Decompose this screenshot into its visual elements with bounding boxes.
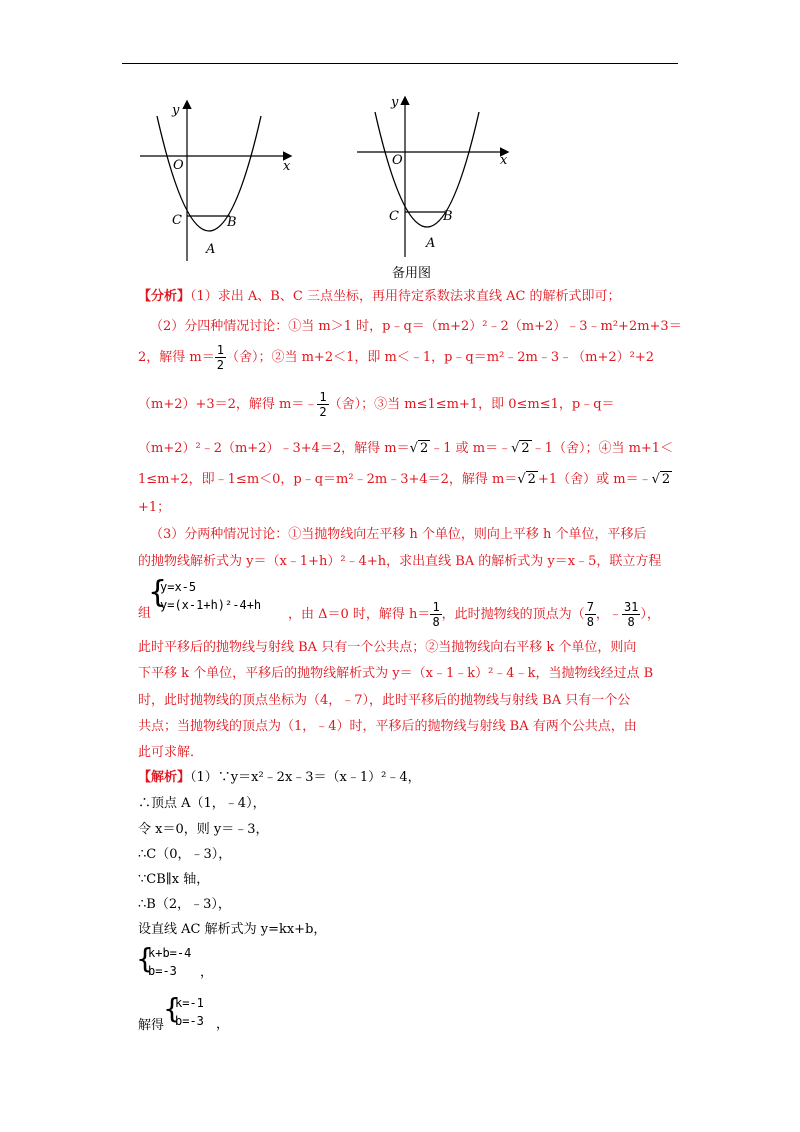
numerator: 1 (432, 600, 440, 614)
sqrt-icon: √ (517, 472, 526, 487)
brace-icon: { (148, 575, 168, 610)
y-label: y (172, 103, 180, 118)
figure-caption: 备用图 (392, 266, 432, 281)
denominator: 8 (432, 615, 440, 629)
text: ，此时抛物线的顶点为（ (441, 607, 585, 622)
analysis-text: （1）求出 A、B、C 三点坐标，再用待定系数法求直线 AC 的解析式即可； (190, 289, 621, 304)
sqrt-icon: √ (511, 441, 520, 456)
numerator: 1 (216, 343, 224, 357)
text: ，由 Δ＝0 时，解得 h＝ (288, 607, 431, 622)
point-c-label: C (389, 209, 399, 224)
sqrt-radicand: 2 (419, 441, 429, 456)
equation: b=-3 (175, 1014, 204, 1028)
analysis-line-4 (138, 390, 615, 419)
origin-label: O (392, 153, 403, 168)
text: （1）∵y＝x²﹣2x﹣3＝（x﹣1）²﹣4， (190, 770, 421, 785)
point-b-label: B (227, 215, 237, 230)
analysis-line-9: 的抛物线解析式为 y＝（x﹣1+h）²﹣4+h，求出直线 BA 的解析式为 y＝x﹣5，联立方程 (138, 554, 662, 569)
equation-system-3 (175, 994, 204, 1030)
text: 2，解得 m＝ (138, 350, 215, 365)
analysis-tag: 【分析】 (138, 289, 191, 304)
fraction-one-half (215, 343, 226, 372)
solution-line-5: ∵CB∥x 轴， (138, 872, 210, 887)
x-label: x (283, 159, 291, 174)
solution-line-7: 设直线 AC 解析式为 y=kx+b， (138, 922, 327, 937)
text: ，﹣ (595, 607, 622, 622)
equation-system-2 (148, 944, 191, 980)
fraction-seven-eighths (585, 600, 596, 629)
analysis-line-11: 此时平移后的抛物线与射线 BA 只有一个公共点；②当抛物线向右平移 k 个单位，则向 (138, 640, 637, 655)
equation: k=-1 (175, 996, 204, 1010)
text: ）， (640, 607, 660, 622)
denominator: 8 (622, 614, 640, 629)
analysis-line-13: 时，此时抛物线的顶点坐标为（4，﹣7），此时平移后的抛物线与射线 BA 只有一个公 (138, 693, 631, 708)
analysis-line-10 (288, 600, 660, 629)
analysis-line-8: （3）分两种情况讨论：①当抛物线向左平移 h 个单位，则向上平移 h 个单位，平移后 (150, 527, 647, 542)
sqrt-icon: √ (409, 441, 418, 456)
text: （舍）；③当 m≤1≤m+1，即 0≤m≤1，p﹣q＝ (328, 397, 615, 412)
solution-line-6: ∴B（2，﹣3）， (138, 897, 231, 912)
origin-label: O (173, 158, 184, 173)
solution-tag: 【解析】 (138, 770, 191, 785)
brace-icon: { (136, 942, 154, 975)
header-rule (122, 63, 678, 64)
text: （舍）；②当 m+2＜1，即 m＜﹣1，p﹣q＝m²﹣2m﹣3﹣（m+2）²+2 (225, 350, 655, 365)
parabola-figure-1 (138, 96, 298, 266)
analysis-line-6 (138, 471, 672, 488)
solution-line-2: ∴顶点 A（1，﹣4）， (138, 796, 266, 811)
analysis-line-10a: 组 (138, 606, 152, 621)
solution-comma: ， (200, 965, 214, 980)
analysis-line-12: 下平移 k 个单位，平移后的抛物线解析式为 y＝（x﹣1﹣k）²﹣4﹣k，当抛物线经过点 B (138, 666, 654, 681)
analysis-line-5 (138, 440, 673, 457)
sqrt-radicand: 2 (521, 441, 530, 456)
analysis-line-15: 此可求解． (138, 745, 204, 760)
solution-line-4: ∴C（0，﹣3）， (138, 847, 232, 862)
sqrt-radicand: 2 (527, 472, 536, 487)
parabola-figure-2 (355, 92, 515, 262)
numerator: 7 (586, 600, 594, 614)
fraction-one-eighth (430, 600, 441, 629)
denominator: 8 (586, 615, 594, 629)
point-a-label: A (206, 242, 216, 257)
analysis-line-3 (138, 343, 654, 372)
numerator: 1 (319, 390, 327, 404)
point-b-label: B (443, 209, 453, 224)
analysis-line-7: +1； (138, 500, 171, 515)
analysis-line-14: 共点；当抛物线的顶点为（1，﹣4）时，平移后的抛物线与射线 BA 有两个公共点，由 (138, 719, 637, 734)
denominator: 2 (216, 358, 224, 372)
denominator: 2 (319, 405, 327, 419)
solution-line-8: 解得 (138, 1018, 165, 1033)
text: ﹣1 或 m＝﹣ (430, 441, 512, 456)
fraction-thirty-one-eighths (622, 600, 640, 629)
text: （m+2）+3＝2，解得 m＝﹣ (138, 397, 318, 412)
brace-icon: { (163, 992, 181, 1025)
text: 1≤m+2，即﹣1≤m＜0，p﹣q＝m²﹣2m﹣3+4＝2，解得 m＝ (138, 472, 518, 487)
equation: y=x-5 (160, 580, 197, 594)
fraction-one-half (317, 390, 328, 419)
sqrt-icon: √ (651, 472, 660, 487)
text: （m+2）²﹣2（m+2）﹣3+4＝2，解得 m＝ (138, 441, 410, 456)
equation-system-1 (160, 578, 261, 614)
analysis-line-1 (138, 289, 621, 305)
numerator: 31 (623, 600, 639, 614)
point-c-label: C (172, 213, 182, 228)
equation: k+b=-4 (148, 946, 192, 960)
x-label: x (500, 153, 508, 168)
equation: y=(x-1+h)²-4+h (160, 598, 262, 612)
text: ﹣1（舍）；④当 m+1＜ (531, 441, 674, 456)
solution-comma: ， (216, 1017, 230, 1032)
text: +1（舍）或 m＝﹣ (537, 472, 652, 487)
analysis-line-2: （2）分四种情况讨论：①当 m＞1 时，p﹣q＝（m+2）²﹣2（m+2）﹣3﹣m²+2m+3＝ (150, 319, 682, 334)
sqrt-radicand: 2 (661, 472, 671, 487)
y-label: y (391, 95, 399, 110)
point-a-label: A (426, 236, 436, 251)
equation: b=-3 (148, 964, 177, 978)
solution-line-3: 令 x＝0，则 y＝﹣3， (138, 822, 269, 837)
solution-line-1 (138, 770, 421, 786)
